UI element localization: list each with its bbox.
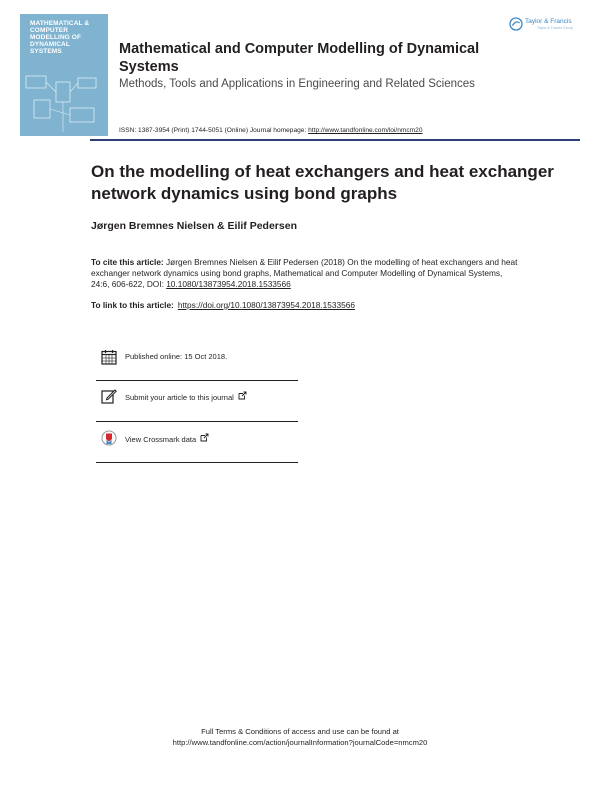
- citation-text: Jørgen Bremnes Nielsen & Eilif Pedersen (2018) On the modelling of heat exchangers and heat exchanger network dynamics using bond graphs, Mathematical and Computer Modelling of Dynamical Systems, 24:6, 606-622, DOI:: [91, 257, 518, 289]
- citation-label: To cite this article:: [91, 257, 164, 267]
- external-link-icon: [200, 433, 209, 442]
- cover-title: MATHEMATICAL & COMPUTER MODELLING OF DYNAMICAL SYSTEMS: [30, 20, 90, 55]
- cover-artwork: [20, 72, 108, 136]
- publisher-logo-icon: [509, 17, 523, 31]
- divider: [96, 462, 298, 463]
- submit-article-row[interactable]: [96, 384, 298, 414]
- footer: [0, 726, 600, 748]
- external-link-icon: [238, 391, 247, 400]
- journal-subtitle: Methods, Tools and Applications in Engineering and Related Sciences: [119, 78, 475, 90]
- crossmark-icon: [101, 430, 117, 446]
- article-url-link[interactable]: https://doi.org/10.1080/13873954.2018.1533566: [177, 300, 355, 310]
- edit-icon: [101, 388, 117, 404]
- published-online-text: Published online: 15 Oct 2018.: [125, 352, 228, 361]
- crossmark-link[interactable]: View Crossmark data: [125, 433, 209, 444]
- link-label: To link to this article:: [91, 300, 174, 310]
- doi-link[interactable]: 10.1080/13873954.2018.1533566: [166, 279, 291, 289]
- journal-cover: [20, 14, 108, 136]
- submit-article-link[interactable]: Submit your article to this journal: [125, 391, 247, 402]
- publisher-tagline: Taylor & Francis Group: [537, 26, 573, 30]
- divider: [96, 380, 298, 381]
- article-authors: Jørgen Bremnes Nielsen & Eilif Pedersen: [91, 220, 297, 232]
- citation-block: [91, 257, 521, 290]
- article-link-line: [91, 300, 521, 310]
- journal-homepage-link[interactable]: http://www.tandfonline.com/loi/nmcm20: [308, 127, 423, 134]
- divider: [96, 421, 298, 422]
- footer-terms: Full Terms & Conditions of access and use can be found at: [201, 727, 399, 736]
- crossmark-row[interactable]: [96, 426, 298, 456]
- header-divider: [90, 139, 580, 141]
- publisher-logo: [509, 17, 584, 33]
- footer-url[interactable]: http://www.tandfonline.com/action/journalInformation?journalCode=nmcm20: [172, 738, 428, 747]
- publisher-name: Taylor & Francis: [525, 18, 572, 25]
- published-online-row: [96, 345, 298, 375]
- issn-line: ISSN: 1387-3954 (Print) 1744-5051 (Online) Journal homepage: http://www.tandfonline.com/loi/nmcm20: [119, 127, 423, 134]
- calendar-icon: [101, 349, 117, 365]
- article-title: On the modelling of heat exchangers and heat exchanger network dynamics using bond graphs: [91, 162, 554, 203]
- journal-title: Mathematical and Computer Modelling of Dynamical Systems: [119, 41, 480, 75]
